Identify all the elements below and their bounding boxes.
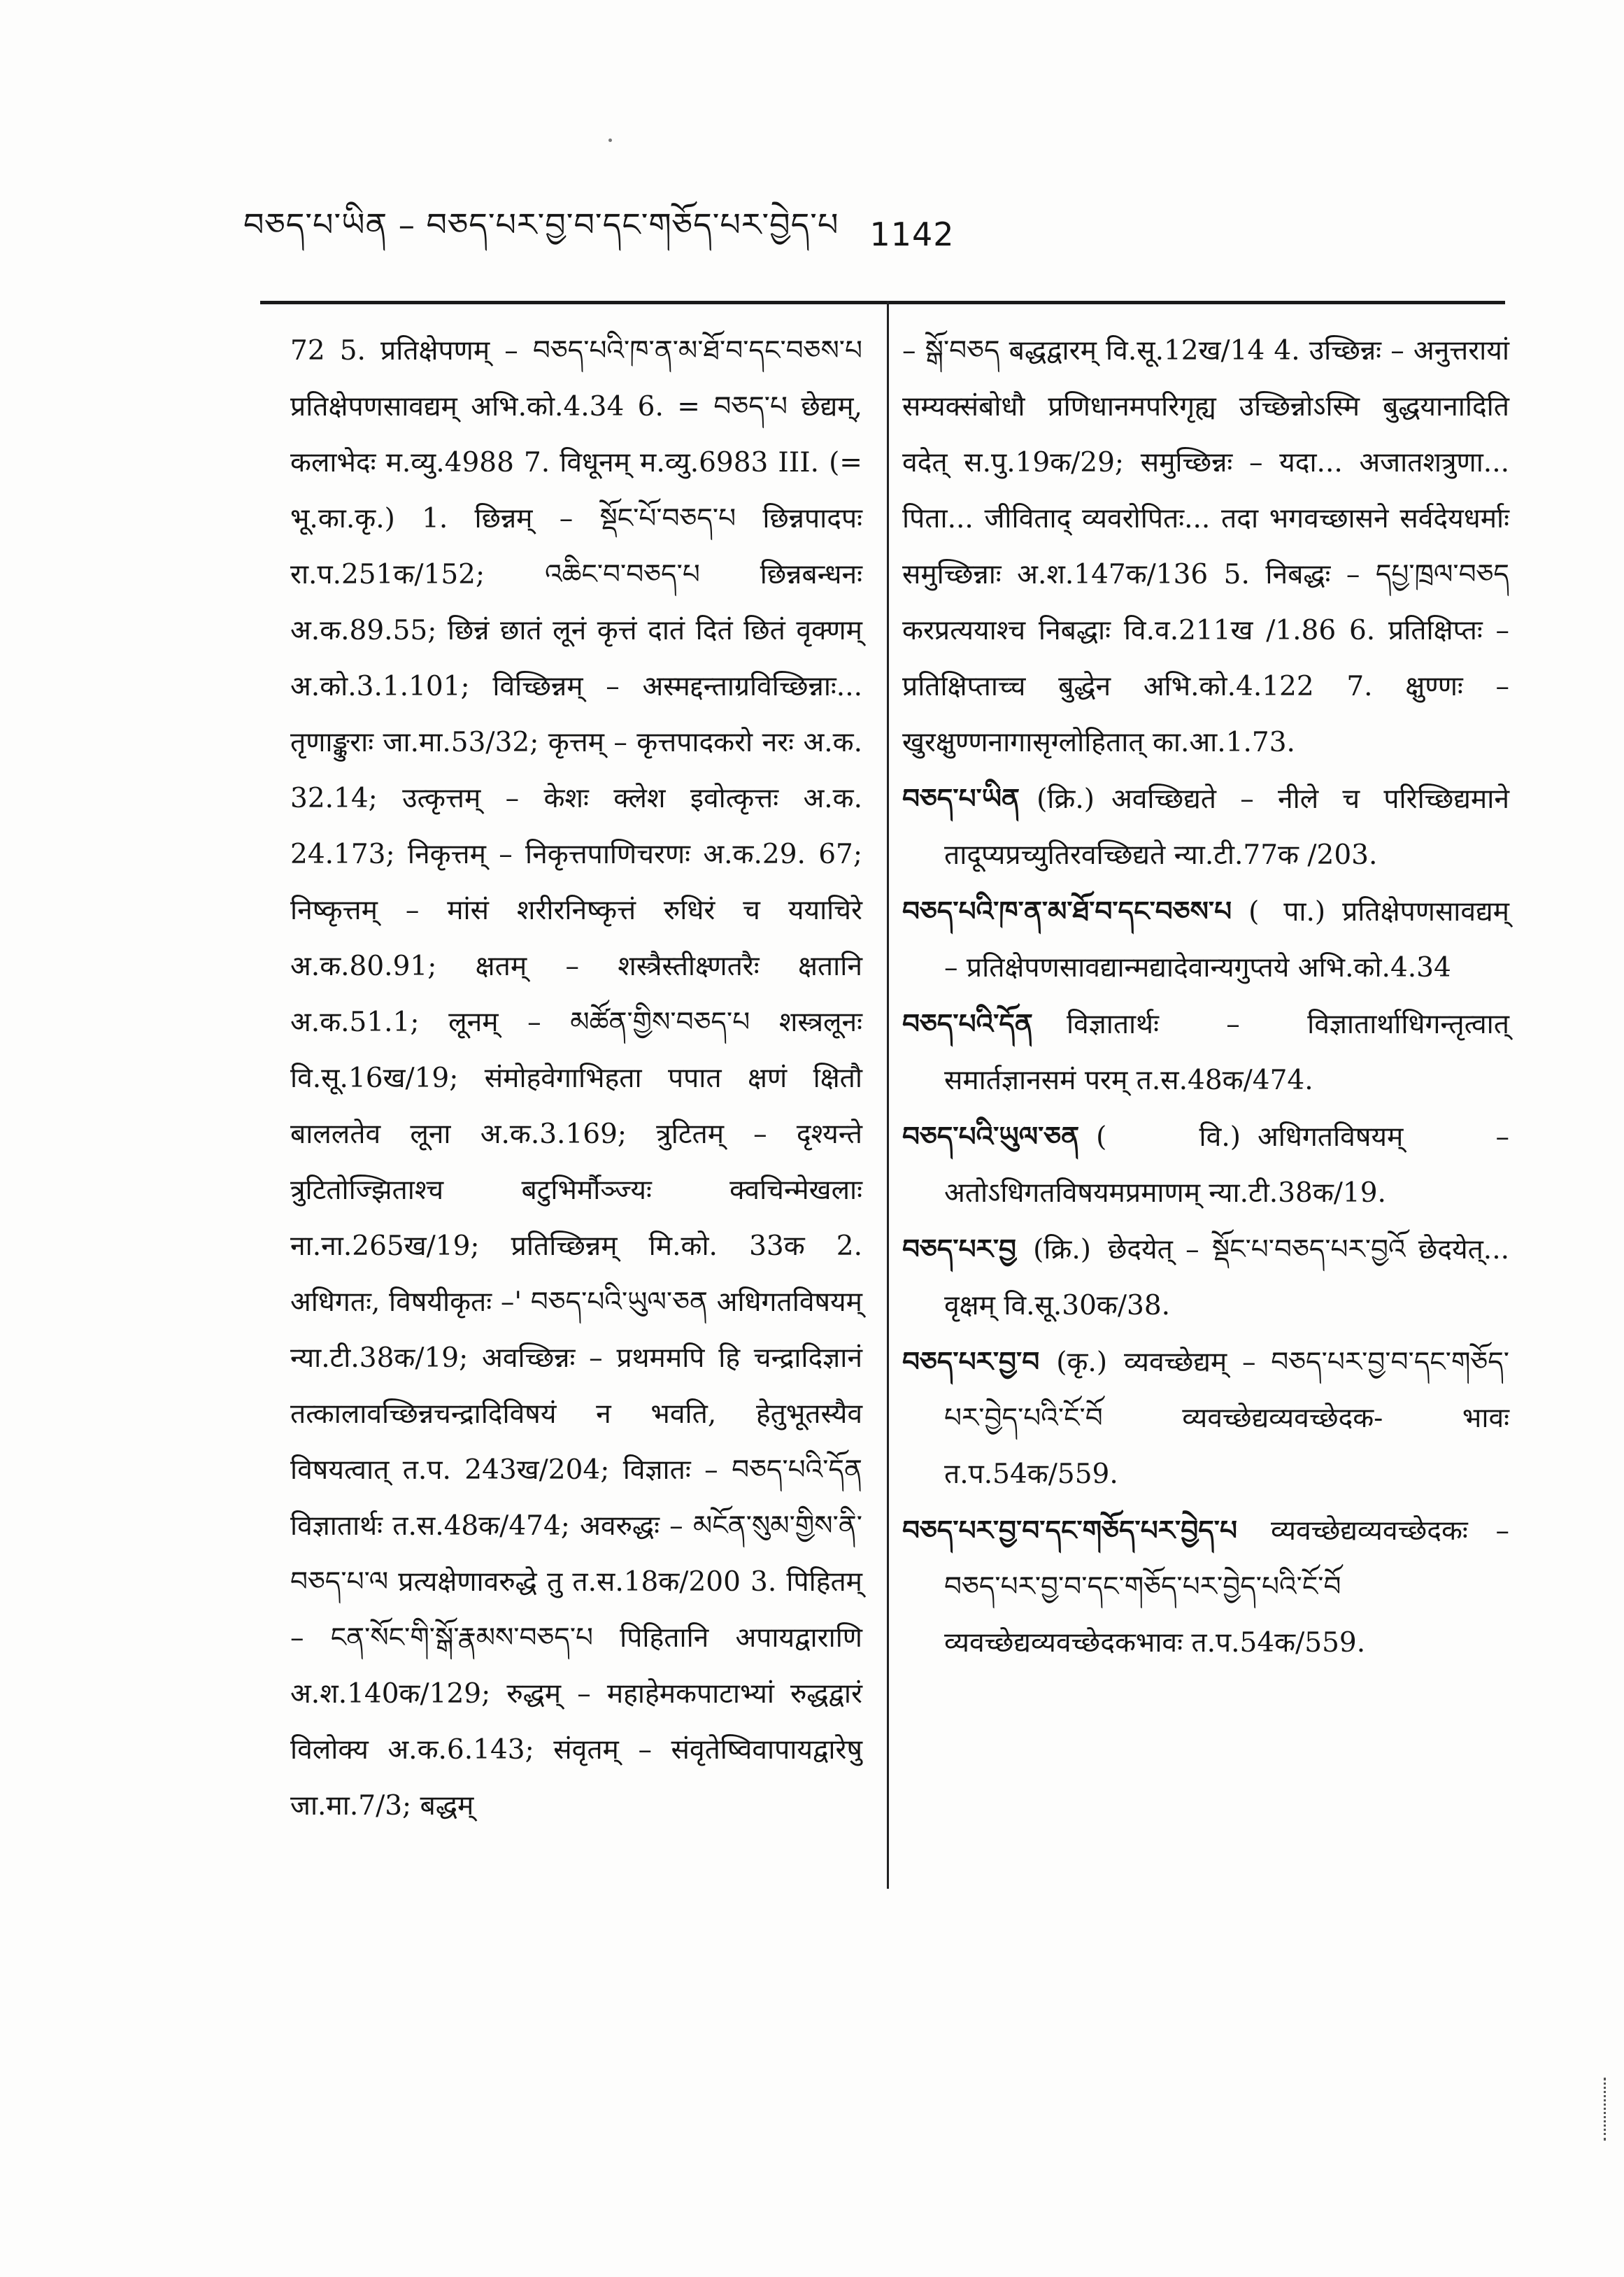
entry-grammar: (क्रि.) bbox=[1033, 1234, 1091, 1265]
running-title: བཅད་པ་ཡིན – བཅད་པར་བྱ་བ་དང་གཅོད་པར་བྱེད་པ bbox=[243, 205, 839, 243]
entry-headword: བཅད་པར་བྱ་བ bbox=[902, 1346, 1040, 1378]
right-column bbox=[902, 323, 1509, 1671]
entry-body: छेदयेत् – སྡོང་པ་བཅད་པར་བྱའོ छेदयेत्... वृक्षम् वि.सू.30क/38. bbox=[944, 1234, 1509, 1321]
left-column-text: 72 5. प्रतिक्षेपणम् – བཅད་པའི་ཁ་ན་མ་ཐོ་བ་དང་བཅས་པ प्रतिक्षेपणसावद्यम् अभि.को.4.34 6. = བཅད་པ छेद्यम्, कलाभेदः म.व्यु.4988 7. विधूनम् म.व्यु.6983 III. (= भू.का.कृ.) 1. छिन्नम् – སྡོང་པོ་བཅད་པ छिन्नपादपः रा.प.251क/152; འཆིང་བ་བཅད་པ छिन्नबन्धनः अ.क.89.55; छिन्नं छातं लूनं कृत्तं दातं दितं छितं वृक्णम् अ.को.3.1.101; विच्छिन्नम् – अस्मद्दन्ताग्रविच्छिन्नाः... तृणाङ्कुराः जा.मा.53/32; कृत्तम् – कृत्तपादकरो नरः अ.क. 32.14; उत्कृत्तम् – केशः क्लेश इवोत्कृत्तः अ.क. 24.173; निकृत्तम् – निकृत्तपाणिचरणः अ.क.29. 67; निष्कृत्तम् – मांसं शरीरनिष्कृत्तं रुधिरं च ययाचिरे अ.क.80.91; क्षतम् – शस्त्रैस्तीक्ष्णतरैः क्षतानि अ.क.51.1; लूनम् – མཚོན་གྱིས་བཅད་པ शस्त्रलूनः वि.सू.16ख/19; संमोहवेगाभिहता पपात क्षणं क्षितौ बाललतेव लूना अ.क.3.169; त्रुटितम् – दृश्यन्ते त्रुटितोज्झिताश्च बटुभिर्मौञ्ज्यः क्वचिन्मेखलाः ना.ना.265ख/19; प्रतिच्छिन्नम् मि.को. 33क 2. अधिगतः, विषयीकृतः –' བཅད་པའི་ཡུལ་ཅན अधिगतविषयम् न्या.टी.38क/19; अवच्छिन्नः – प्रथममपि हि चन्द्रादिज्ञानं तत्कालावच्छिन्नचन्द्रादिविषयं न भवति, हेतुभूतस्यैव विषयत्वात् त.प. 243ख/204; विज्ञातः – བཅད་པའི་དོན विज्ञातार्थः त.स.48क/474; अवरुद्धः – མངོན་སུམ་གྱིས་ནི་བཅད་པ་ལ प्रत्यक्षेणावरुद्धे तु त.स.18क/200 3. पिहितम् – ངན་སོང་གི་སྒོ་རྣམས་བཅད་པ पिहितानि अपायद्वाराणि अ.श.140क/129; रुद्धम् – महाहेमकपाटाभ्यां रुद्धद्वारं विलोक्य अ.क.6.143; संवृतम् – संवृतेष्विवापायद्वारेषु जा.मा.7/3; बद्धम् bbox=[290, 335, 862, 1822]
dictionary-entry bbox=[902, 1221, 1509, 1334]
entry-body: व्यवच्छेद्यव्यवच्छेदकः – བཅད་པར་བྱ་བ་དང་གཅོད་པར་བྱེད་པའི་ངོ་བོ व्यवच्छेद्यव्यवच्छेदकभावः त.प.54क/559. bbox=[944, 1515, 1509, 1659]
entry-body: प्रतिक्षेपणसावद्यम् – प्रतिक्षेपणसावद्यान्मद्यादेवान्यगुप्तये अभि.को.4.34 bbox=[944, 896, 1509, 984]
dictionary-entry bbox=[902, 884, 1509, 996]
dictionary-entry bbox=[902, 996, 1509, 1109]
dictionary-entry bbox=[902, 1334, 1509, 1503]
entry-grammar: (कृ.) bbox=[1056, 1347, 1108, 1378]
scan-speck bbox=[608, 139, 612, 142]
page-number: 1142 bbox=[869, 215, 955, 253]
entry-body: अधिगतविषयम् – अतोऽधिगतविषयमप्रमाणम् न्या.टी.38क/19. bbox=[944, 1121, 1509, 1209]
column-divider bbox=[887, 301, 889, 1889]
entry-grammar: ( वि.) bbox=[1096, 1121, 1241, 1153]
entry-headword: བཅད་པའི་དོན bbox=[902, 1008, 1033, 1040]
dictionary-entry bbox=[902, 1503, 1509, 1671]
entry-body: व्यवच्छेद्यम् – བཅད་པར་བྱ་བ་དང་གཅོད་པར་བྱེད་པའི་ངོ་བོ व्यवच्छेद्यव्यवच्छेदक- भावः त.प.54क/559. bbox=[944, 1347, 1509, 1490]
entry-body: अवच्छिद्यते – नीले च परिच्छिद्यमाने तादूप्यप्रच्युतिरवच्छिद्यते न्या.टी.77क /203. bbox=[944, 783, 1509, 871]
entry-grammar: ( पा.) bbox=[1248, 896, 1326, 928]
dictionary-entry bbox=[902, 1109, 1509, 1221]
running-header bbox=[243, 206, 955, 262]
entry-grammar: (क्रि.) bbox=[1037, 783, 1095, 815]
scan-margin-mark bbox=[1604, 2078, 1610, 2141]
entry-headword: བཅད་པའི་ཁ་ན་མ་ཐོ་བ་དང་བཅས་པ bbox=[902, 895, 1232, 928]
entry-headword: བཅད་པ་ཡིན bbox=[902, 783, 1020, 815]
entry-headword: བཅད་པར་བྱ་བ་དང་གཅོད་པར་བྱེད་པ bbox=[902, 1515, 1237, 1547]
left-column bbox=[290, 323, 862, 1834]
entry-body: विज्ञातार्थः – विज्ञातार्थाधिगन्तृत्वात् समार्तज्ञानसमं परम् त.स.48क/474. bbox=[944, 1009, 1509, 1096]
dictionary-entry bbox=[902, 771, 1509, 884]
entry-headword: བཅད་པའི་ཡུལ་ཅན bbox=[902, 1121, 1080, 1153]
continued-entry: – སྒོ་བཅད बद्धद्वारम् वि.सू.12ख/14 4. उच्छिन्नः – अनुत्तरायां सम्यक्संबोधौ प्रणिधानमपरिगृह्य उच्छिन्नोऽस्मि बुद्धयानादिति वदेत् स.पु.19क/29; समुच्छिन्नः – यदा... अजातशत्रुणा... पिता... जीविताद् व्यवरोपितः... तदा भगवच्छासने सर्वदेयधर्माः समुच्छिन्नाः अ.श.147क/136 5. निबद्धः – དཔྱ་ཁྲལ་བཅད करप्रत्ययाश्च निबद्धाः वि.व.211ख /1.86 6. प्रतिक्षिप्तः – प्रतिक्षिप्ताच्च बुद्धेन अभि.को.4.122 7. क्षुण्णः – खुरक्षुण्णनागासृग्लोहितात् का.आ.1.73. bbox=[902, 335, 1509, 758]
entry-headword: བཅད་པར་བྱ bbox=[902, 1233, 1017, 1265]
header-rule bbox=[260, 301, 1505, 304]
